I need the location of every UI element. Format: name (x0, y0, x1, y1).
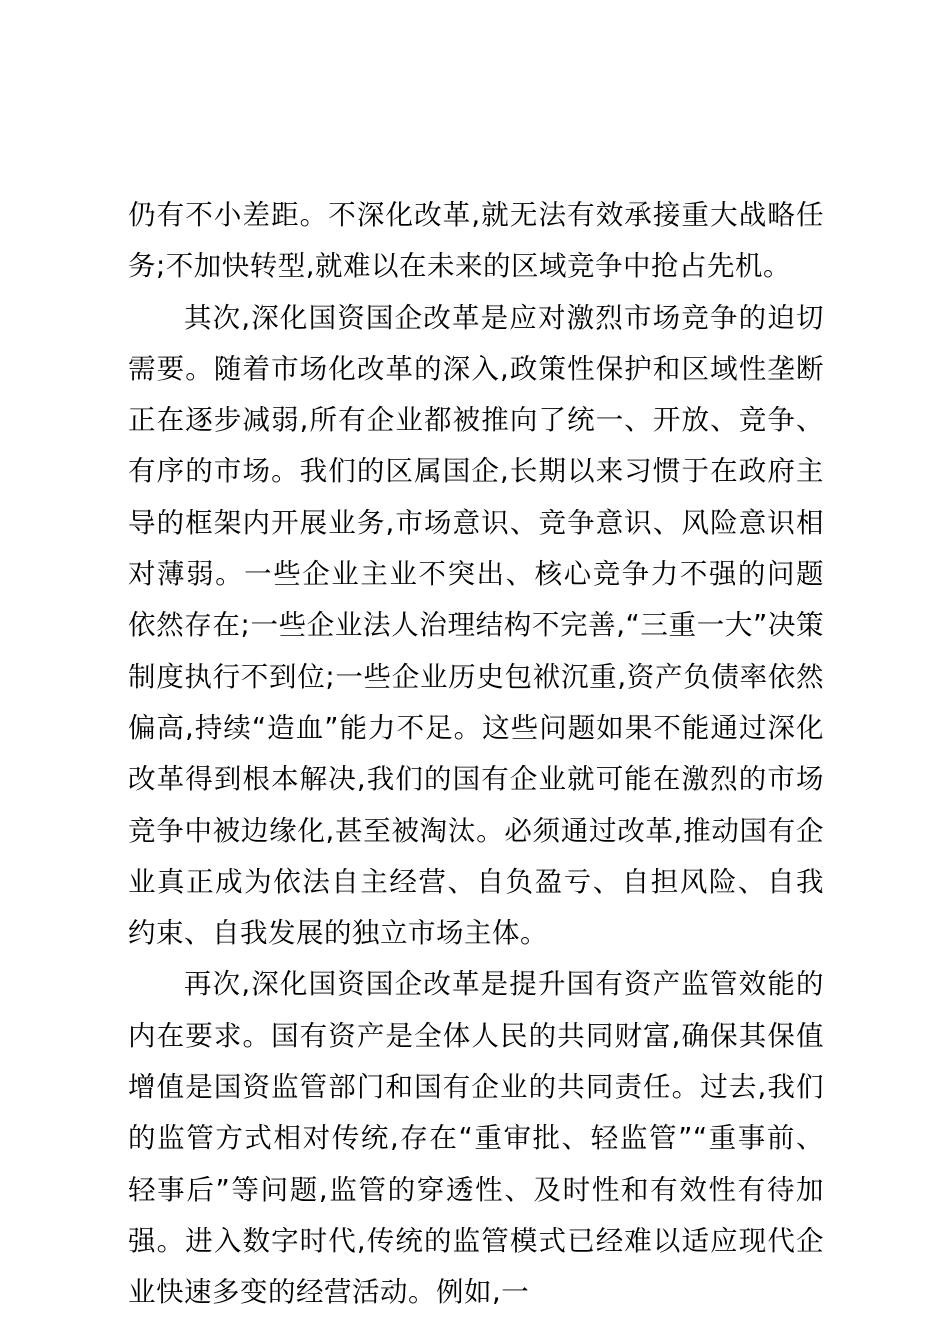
paragraph-continuation: 仍有不小差距。不深化改革,就无法有效承接重大战略任务;不加快转型,就难以在未来的区域竞争中抢占先机。 (128, 199, 824, 283)
document-body (128, 190, 824, 1319)
paragraph-third-point: 再次,深化国资国企改革是提升国有资产监管效能的内在要求。国有资产是全体人民的共同财富,确保其保值增值是国资监管部门和国有企业的共同责任。过去,我们的监管方式相对传统,存在“重审批、轻监管”“重事前、轻事后”等问题,监管的穿透性、及时性和有效性有待加强。进入数字时代,传统的监管模式已经难以适应现代企业快速多变的经营活动。例如,一 (128, 968, 824, 1309)
paragraph-second-point: 其次,深化国资国企改革是应对激烈市场竞争的迫切需要。随着市场化改革的深入,政策性保护和区域性垄断正在逐步减弱,所有企业都被推向了统一、开放、竞争、有序的市场。我们的区属国企,长期以来习惯于在政府主导的框架内开展业务,市场意识、竞争意识、风险意识相对薄弱。一些企业主业不突出、核心竞争力不强的问题依然存在;一些企业法人治理结构不完善,“三重一大”决策制度执行不到位;一些企业历史包袱沉重,资产负债率依然偏高,持续“造血”能力不足。这些问题如果不能通过深化改革得到根本解决,我们的国有企业就可能在激烈的市场竞争中被边缘化,甚至被淘汰。必须通过改革,推动国有企业真正成为依法自主经营、自负盈亏、自担风险、自我约束、自我发展的独立市场主体。 (128, 301, 824, 950)
